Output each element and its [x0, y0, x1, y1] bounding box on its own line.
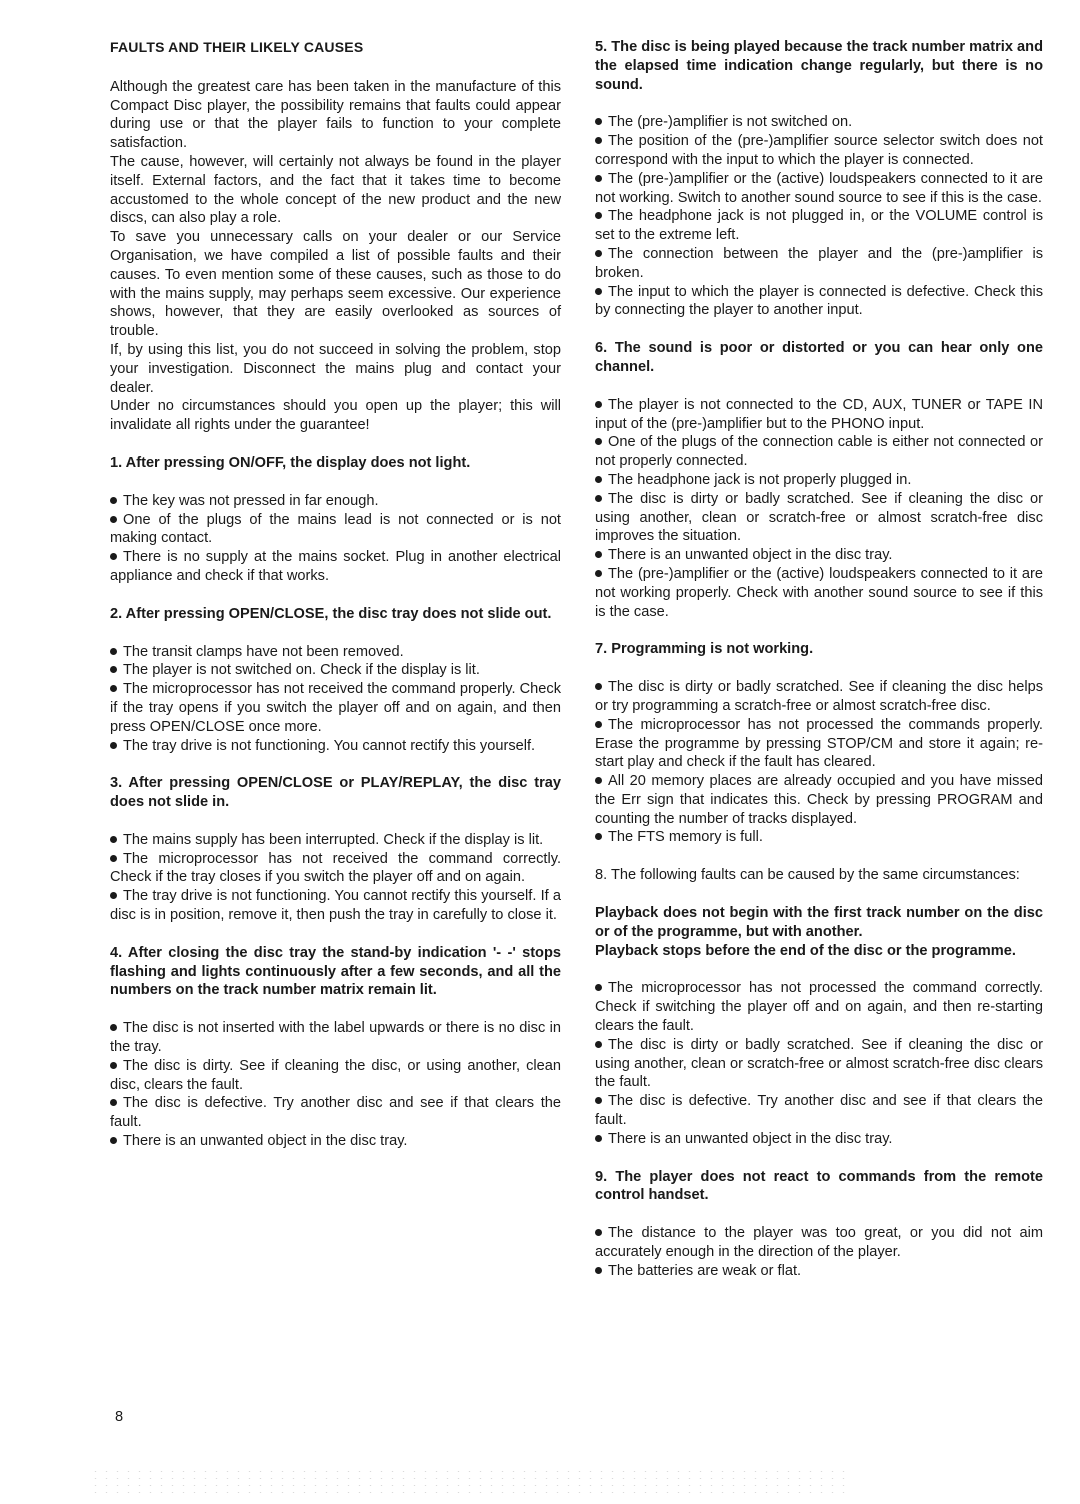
- list-item: One of the plugs of the connection cable is either not connected or not properly connected.: [595, 434, 1043, 470]
- list-item: The connection between the player and the (pre-)amplifier is broken.: [595, 245, 1043, 281]
- intro-paragraph: The cause, however, will certainly not always be found in the player itself. External factors, and the fact that it takes time to become accustomed to the whole concept of the new product and the new discs, can also play a role.: [110, 153, 561, 227]
- list-item: The microprocessor has not received the command properly. Check if the tray opens if you switch the player off and on again, and then press OPEN/CLOSE once more.: [110, 681, 561, 735]
- list-item: There is an unwanted object in the disc tray.: [595, 546, 1043, 565]
- bullet-icon: [595, 175, 602, 182]
- subheading: Playback stops before the end of the disc or the programme.: [595, 942, 1016, 959]
- list-item: The disc is defective. Try another disc and see if that clears the fault.: [110, 1095, 561, 1131]
- bullet-icon: [595, 683, 602, 690]
- scan-noise: [90, 1468, 850, 1498]
- bullet-icon: [595, 1041, 602, 1048]
- bullet-icon: [595, 476, 602, 483]
- intro-paragraph: If, by using this list, you do not succeed in solving the problem, stop your investigation. Disconnect the mains plug and contact your dealer.: [110, 341, 561, 396]
- section-5-heading: 5. The disc is being played because the track number matrix and the elapsed time indication change regularly, but there is no sound.: [595, 39, 1043, 93]
- subheading: Playback does not begin with the first track number on the disc or of the programme, but with another.: [595, 905, 1043, 940]
- bullet-icon: [110, 685, 117, 692]
- list-item: The microprocessor has not processed the commands properly. Erase the programme by pressing STOP/CM and store it again; re-start play and check if the fault has cleared.: [595, 716, 1043, 771]
- list-item: There is an unwanted object in the disc tray.: [110, 1132, 561, 1151]
- intro-paragraph: Although the greatest care has been taken in the manufacture of this Compact Disc player, the possibility remains that faults could appear during use or that the player fails to function to your complete satisfaction.: [110, 78, 561, 152]
- list-item: The disc is not inserted with the label upwards or there is no disc in the tray.: [110, 1020, 561, 1056]
- bullet-icon: [110, 497, 117, 504]
- list-item: The microprocessor has not processed the command correctly. Check if switching the player off and on again, and then re-starting clears the fault.: [595, 980, 1043, 1035]
- section-7-heading: 7. Programming is not working.: [595, 641, 814, 658]
- list-item: The position of the (pre-)amplifier source selector switch does not correspond with the input to which the player is connected.: [595, 133, 1043, 168]
- list-item: The disc is defective. Try another disc and see if that clears the fault.: [595, 1093, 1043, 1129]
- section-1-heading: 1. After pressing ON/OFF, the display does not light.: [110, 454, 471, 471]
- list-item: The disc is dirty or badly scratched. See if cleaning the disc or using another, clean or scratch-free or almost scratch-free disc improves the situation.: [595, 490, 1043, 545]
- intro: [110, 78, 561, 435]
- bullet-icon: [595, 833, 602, 840]
- list-item: The player is not connected to the CD, AUX, TUNER or TAPE IN input of the (pre-)amplifier but to the PHONO input.: [595, 396, 1043, 432]
- bullet-icon: [110, 648, 117, 655]
- bullet-icon: [110, 892, 117, 899]
- bullet-icon: [595, 495, 602, 502]
- bullet-icon: [595, 401, 602, 408]
- list-item: All 20 memory places are already occupied and you have missed the Err sign that indicates this. Check by pressing PROGRAM and counting the number of tracks displayed.: [595, 773, 1043, 827]
- list-item: The disc is dirty. See if cleaning the disc, or using another, clean disc, clears the fault.: [110, 1057, 561, 1093]
- intro-paragraph: Under no circumstances should you open up the player; this will invalidate all rights under the guarantee!: [110, 398, 561, 434]
- bullet-icon: [595, 984, 602, 991]
- bullet-icon: [595, 438, 602, 445]
- bullet-icon: [110, 1062, 117, 1069]
- section-8-subheadings: [595, 904, 1043, 960]
- list-item: The disc is dirty or badly scratched. See if cleaning the disc helps or try programming a scratch-free or almost scratch-free disc.: [595, 679, 1043, 714]
- list-item: The disc is dirty or badly scratched. See if cleaning the disc or using another, clean or scratch-free or almost scratch-free disc clears the fault.: [595, 1036, 1043, 1091]
- section-4-heading: 4. After closing the disc tray the stand-by indication '- -' stops flashing and lights continuously after a few seconds, and all the numbers on the track number matrix remain lit.: [110, 944, 561, 999]
- bullet-icon: [595, 551, 602, 558]
- bullet-icon: [110, 516, 117, 523]
- bullet-icon: [595, 212, 602, 219]
- list-item: The batteries are weak or flat.: [595, 1262, 1043, 1281]
- bullet-icon: [595, 1229, 602, 1236]
- intro-paragraph: To save you unnecessary calls on your dealer or our Service Organisation, we have compiled a list of possible faults and their causes. To even mention some of these causes, such as those to do with the mains supply, may perhaps seem excessive. Our experience shows, however, that they are easily overlooked as sources of trouble.: [110, 229, 561, 340]
- list-item: The tray drive is not functioning. You cannot rectify this yourself. If a disc is in position, remove it, then push the tray in carefully to close it.: [110, 888, 561, 924]
- bullet-icon: [110, 1024, 117, 1031]
- list-item: The tray drive is not functioning. You cannot rectify this yourself.: [110, 737, 561, 756]
- list-item: The player is not switched on. Check if the display is lit.: [110, 661, 561, 680]
- list-item: The transit clamps have not been removed.: [110, 643, 561, 662]
- bullet-icon: [595, 288, 602, 295]
- list-item: The mains supply has been interrupted. Check if the display is lit.: [110, 831, 561, 850]
- list-item: The headphone jack is not plugged in, or the VOLUME control is set to the extreme left.: [595, 208, 1043, 244]
- right-column: [595, 38, 1043, 1281]
- bullet-icon: [595, 137, 602, 144]
- bullet-icon: [110, 553, 117, 560]
- bullet-icon: [110, 666, 117, 673]
- section-6-heading: 6. The sound is poor or distorted or you can hear only one channel.: [595, 340, 1043, 375]
- list-item: The key was not pressed in far enough.: [110, 492, 561, 511]
- bullet-icon: [110, 742, 117, 749]
- bullet-icon: [595, 1097, 602, 1104]
- bullet-icon: [110, 1099, 117, 1106]
- bullet-icon: [595, 1267, 602, 1274]
- list-item: The (pre-)amplifier or the (active) loudspeakers connected to it are not working. Switch to another sound source to see if this is the case.: [595, 170, 1043, 206]
- bullet-icon: [110, 855, 117, 862]
- bullet-icon: [595, 570, 602, 577]
- section-2-heading: 2. After pressing OPEN/CLOSE, the disc tray does not slide out.: [110, 605, 552, 622]
- section-3-heading: 3. After pressing OPEN/CLOSE or PLAY/REPLAY, the disc tray does not slide in.: [110, 775, 561, 811]
- left-column: [110, 38, 561, 1151]
- bullet-icon: [595, 721, 602, 728]
- bullet-icon: [595, 777, 602, 784]
- list-item: The microprocessor has not received the command correctly. Check if the tray closes if you switch the player off and on again.: [110, 850, 561, 886]
- list-item: The (pre-)amplifier is not switched on.: [595, 113, 1043, 132]
- section-8-heading: 8. The following faults can be caused by the same circumstances:: [595, 867, 1020, 884]
- list-item: There is an unwanted object in the disc tray.: [595, 1130, 1043, 1149]
- section-9-heading: 9. The player does not react to commands from the remote control handset.: [595, 1168, 1043, 1204]
- bullet-icon: [595, 1135, 602, 1142]
- bullet-icon: [595, 118, 602, 125]
- list-item: The (pre-)amplifier or the (active) loudspeakers connected to it are not working properly. Check with another sound source to see if this is the case.: [595, 565, 1043, 620]
- bullet-icon: [110, 836, 117, 843]
- page-title: FAULTS AND THEIR LIKELY CAUSES: [110, 39, 364, 55]
- list-item: The FTS memory is full.: [595, 828, 1043, 847]
- list-item: The distance to the player was too great, or you did not aim accurately enough in the direction of the player.: [595, 1225, 1043, 1261]
- list-item: There is no supply at the mains socket. Plug in another electrical appliance and check if that works.: [110, 549, 561, 584]
- page-number: 8: [115, 1409, 124, 1425]
- bullet-icon: [110, 1137, 117, 1144]
- list-item: The headphone jack is not properly plugged in.: [595, 471, 1043, 490]
- list-item: One of the plugs of the mains lead is not connected or is not making contact.: [110, 511, 561, 547]
- list-item: The input to which the player is connected is defective. Check this by connecting the player to another input.: [595, 283, 1043, 319]
- bullet-icon: [595, 250, 602, 257]
